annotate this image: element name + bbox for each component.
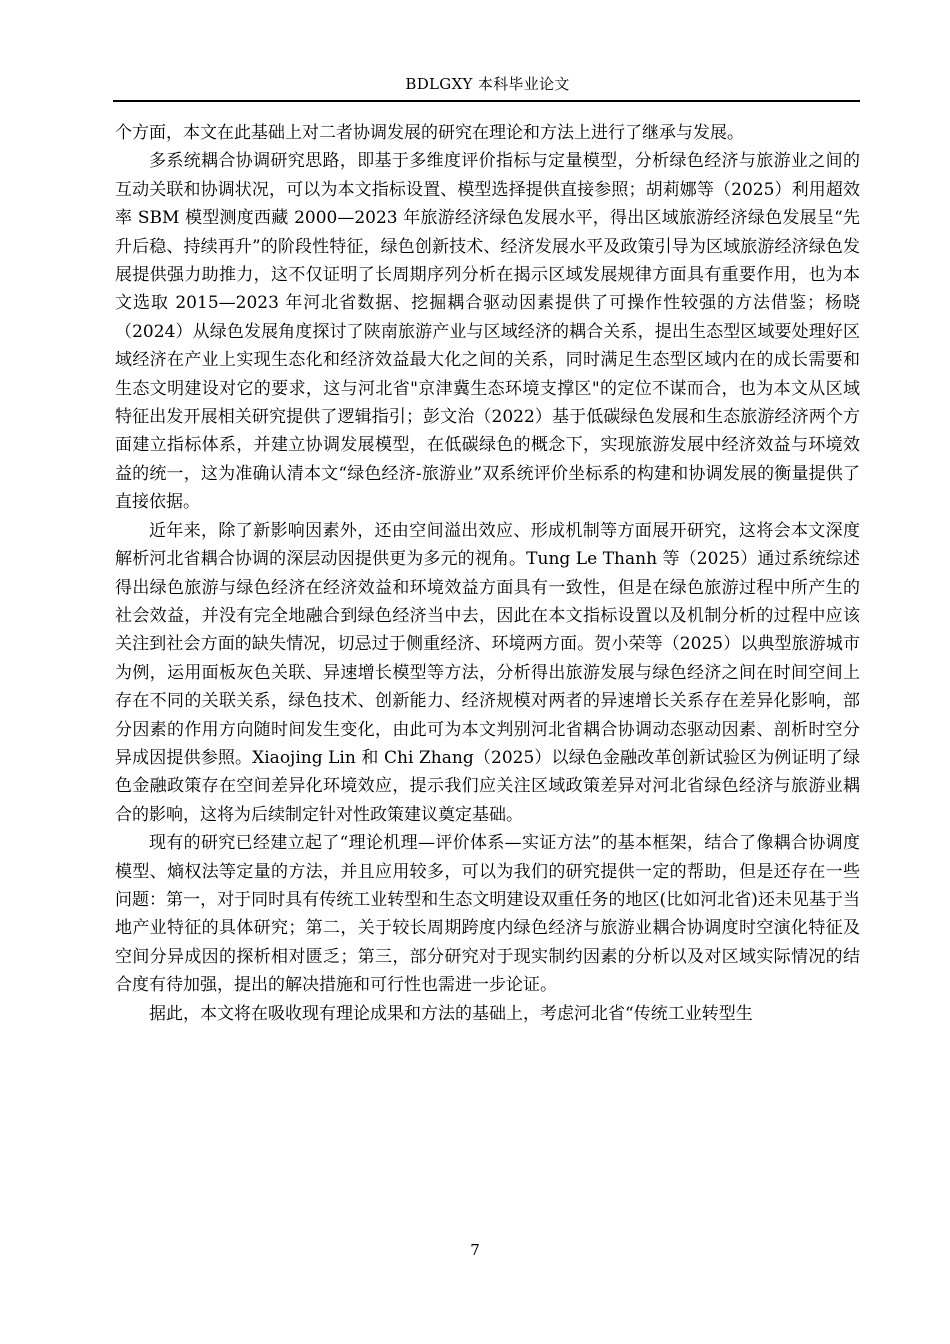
running-header: BDLGXY 本科毕业论文 [405, 75, 570, 93]
paragraph-continuation: 个方面，本文在此基础上对二者协调发展的研究在理论和方法上进行了继承与发展。 [115, 123, 744, 143]
page-number: 7 [470, 1241, 480, 1259]
paragraph-coupling-methods: 多系统耦合协调研究思路，即基于多维度评价指标与定量模型，分析绿色经济与旅游业之间的互动关联和协调状况，可以为本文指标设置、模型选择提供直接参照；胡莉娜等（2025）利用超效率 SBM 模型测度西藏 2000—2023 年旅游经济绿色发展水平，得出区域旅游经济绿色发展呈“先升后稳、持续再升”的阶段性特征，绿色创新技术、经济发展水平及政策引导为区域旅游经济绿色发展提供强力助推力，这不仅证明了长周期序列分析在揭示区域发展规律方面具有重要作用，也为本文选取 2015—2023 年河北省数据、挖掘耦合驱动因素提供了可操作性较强的方法借鉴；杨晓（2024）从绿色发展角度探讨了陕南旅游产业与区域经济的耦合关系，提出生态型区域要处理好区域经济在产业上实现生态化和经济效益最大化之间的关系，同时满足生态型区域内在的成长需要和生态文明建设对它的要求，这与河北省"京津冀生态环境支撑区"的定位不谋而合，也为本文从区域特征出发开展相关研究提供了逻辑指引；彭文治（2022）基于低碳绿色发展和生态旅游经济两个方面建立指标体系，并建立协调发展模型，在低碳绿色的概念下，实现旅游发展中经济效益与环境效益的统一，这为准确认清本文“绿色经济-旅游业”双系统评价坐标系的构建和协调发展的衡量提供了直接依据。 [115, 151, 860, 513]
paragraph-conclusion-start: 据此，本文将在吸收现有理论成果和方法的基础上，考虑河北省“传统工业转型生 [149, 1003, 753, 1024]
paragraph-research-gaps: 现有的研究已经建立起了“理论机理—评价体系—实证方法”的基本框架，结合了像耦合协调度模型、熵权法等定量的方法，并且应用较多，可以为我们的研究提供一定的帮助，但是还存在一些问题：第一，对于同时具有传统工业转型和生态文明建设双重任务的地区(比如河北省)还未见基于当地产业特征的具体研究；第二，关于较长周期跨度内绿色经济与旅游业耦合协调度时空演化特征及空间分异成因的探析相对匮乏；第三，部分研究对于现实制约因素的分析以及对区域实际情况的结合度有待加强，提出的解决措施和可行性也需进一步论证。 [115, 833, 860, 996]
header-rule [113, 100, 860, 102]
body-text [115, 119, 860, 1028]
paragraph-spatial-effects: 近年来，除了新影响因素外，还由空间溢出效应、形成机制等方面展开研究，这将会本文深度解析河北省耦合协调的深层动因提供更为多元的视角。Tung Le Thanh 等（2025）通过系统综述得出绿色旅游与绿色经济在经济效益和环境效益方面具有一致性，但是在绿色旅游过程中所产生的社会效益，并没有完全地融合到绿色经济当中去，因此在本文指标设置以及机制分析的过程中应该关注到社会方面的缺失情况，切忌过于侧重经济、环境两方面。贺小荣等（2025）以典型旅游城市为例，运用面板灰色关联、异速增长模型等方法，分析得出旅游发展与绿色经济之间在时间空间上存在不同的关联关系，绿色技术、创新能力、经济规模对两者的异速增长关系存在差异化影响，部分因素的作用方向随时间发生变化，由此可为本文判别河北省耦合协调动态驱动因素、剖析时空分异成因提供参照。Xiaojing Lin 和 Chi Zhang（2025）以绿色金融改革创新试验区为例证明了绿色金融政策存在空间差异化环境效应，提示我们应关注区域政策差异对河北省绿色经济与旅游业耦合的影响，这将为后续制定针对性政策建议奠定基础。 [115, 520, 860, 825]
